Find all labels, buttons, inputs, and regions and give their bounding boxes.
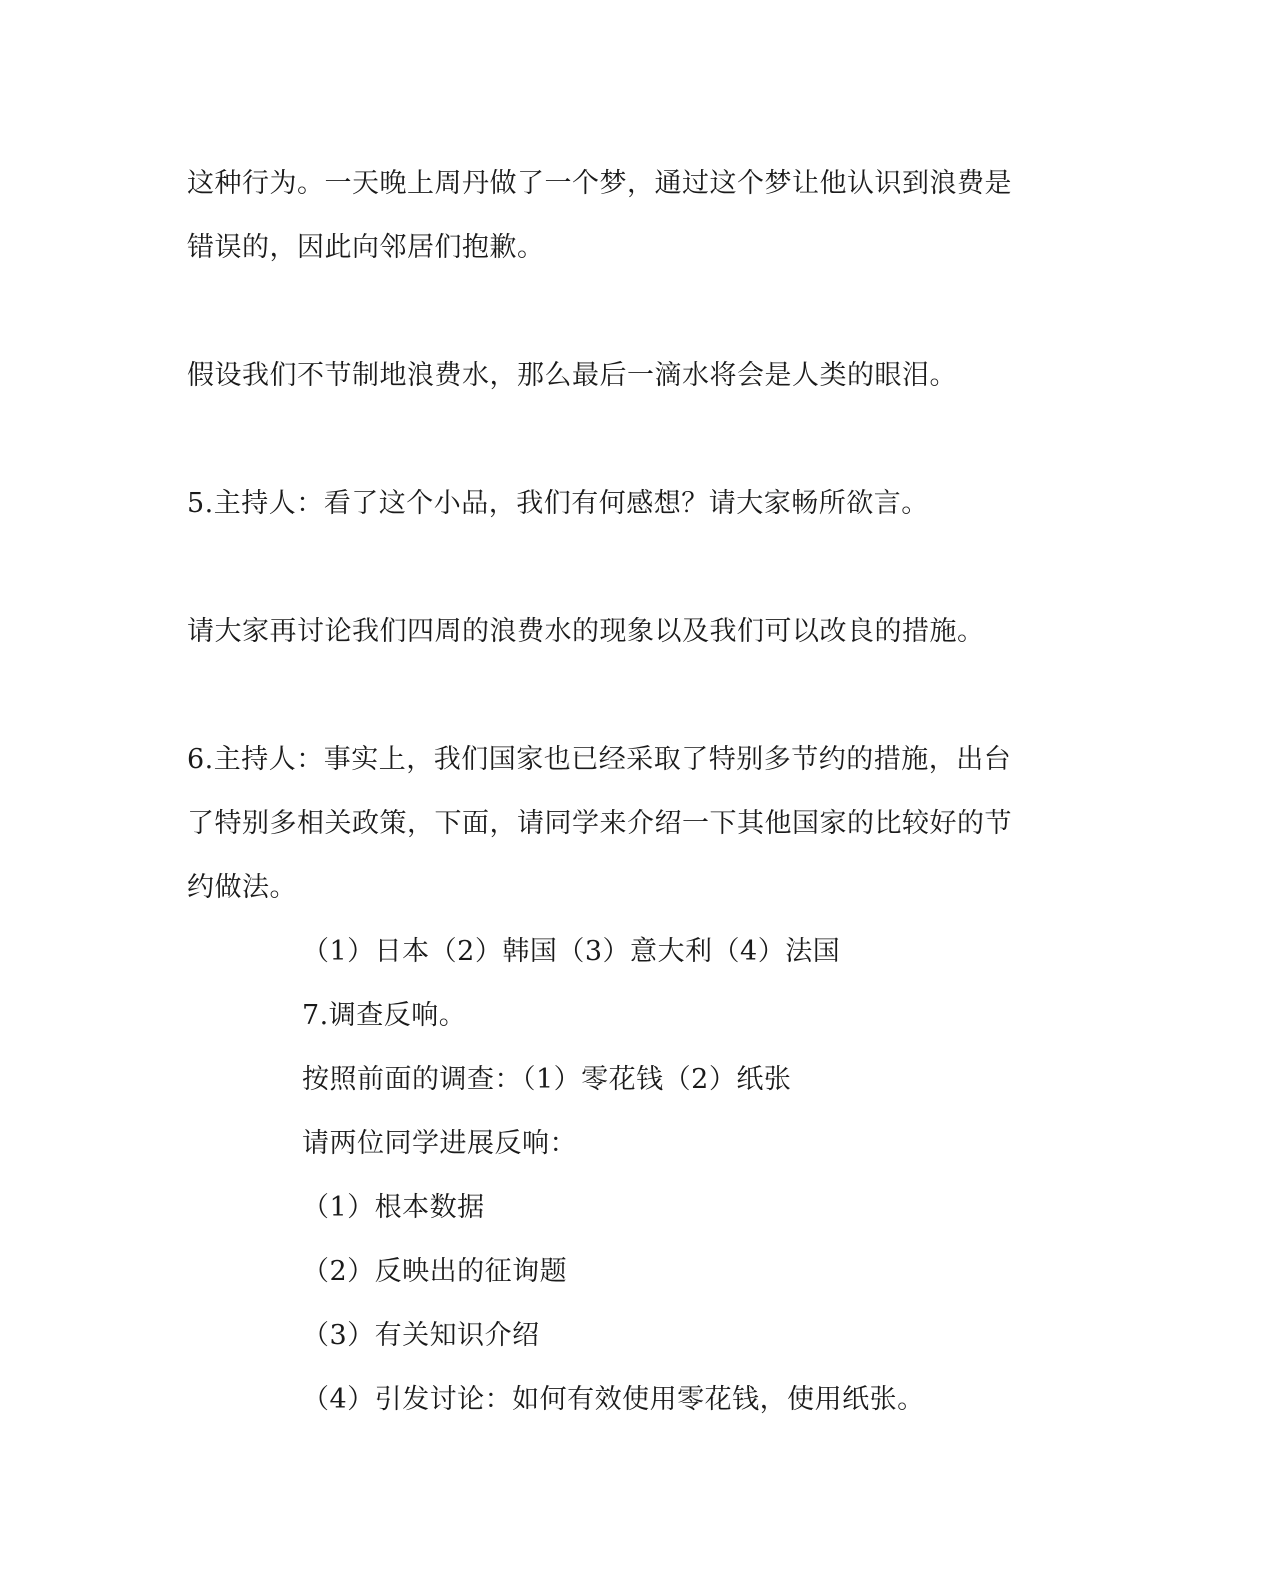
list-item: （1）根本数据 [302, 1192, 485, 1223]
paragraph-line: 假设我们不节制地浪费水，那么最后一滴水将会是人类的眼泪。 [187, 360, 957, 391]
paragraph-line: 约做法。 [187, 872, 297, 903]
paragraph-line: 这种行为。一天晚上周丹做了一个梦，通过这个梦让他认识到浪费是 [187, 168, 1012, 199]
list-item: （2）反映出的征询题 [302, 1256, 568, 1287]
country-list: （1）日本（2）韩国（3）意大利（4）法国 [302, 936, 841, 967]
survey-heading: 7.调查反响。 [302, 1000, 467, 1031]
host-item-6: 6.主持人：事实上，我们国家也已经采取了特别多节约的措施，出台 [187, 744, 1012, 775]
host-item-5: 5.主持人：看了这个小品，我们有何感想？请大家畅所欲言。 [187, 488, 929, 519]
paragraph-line: 请两位同学进展反响： [302, 1128, 577, 1159]
paragraph-line: 请大家再讨论我们四周的浪费水的现象以及我们可以改良的措施。 [187, 616, 985, 647]
list-item: （4）引发讨论：如何有效使用零花钱，使用纸张。 [302, 1384, 925, 1415]
survey-topics: 按照前面的调查：（1）零花钱（2）纸张 [302, 1064, 792, 1095]
list-item: （3）有关知识介绍 [302, 1320, 540, 1351]
paragraph-line: 错误的，因此向邻居们抱歉。 [187, 232, 545, 263]
paragraph-line: 了特别多相关政策，下面，请同学来介绍一下其他国家的比较好的节 [187, 808, 1012, 839]
